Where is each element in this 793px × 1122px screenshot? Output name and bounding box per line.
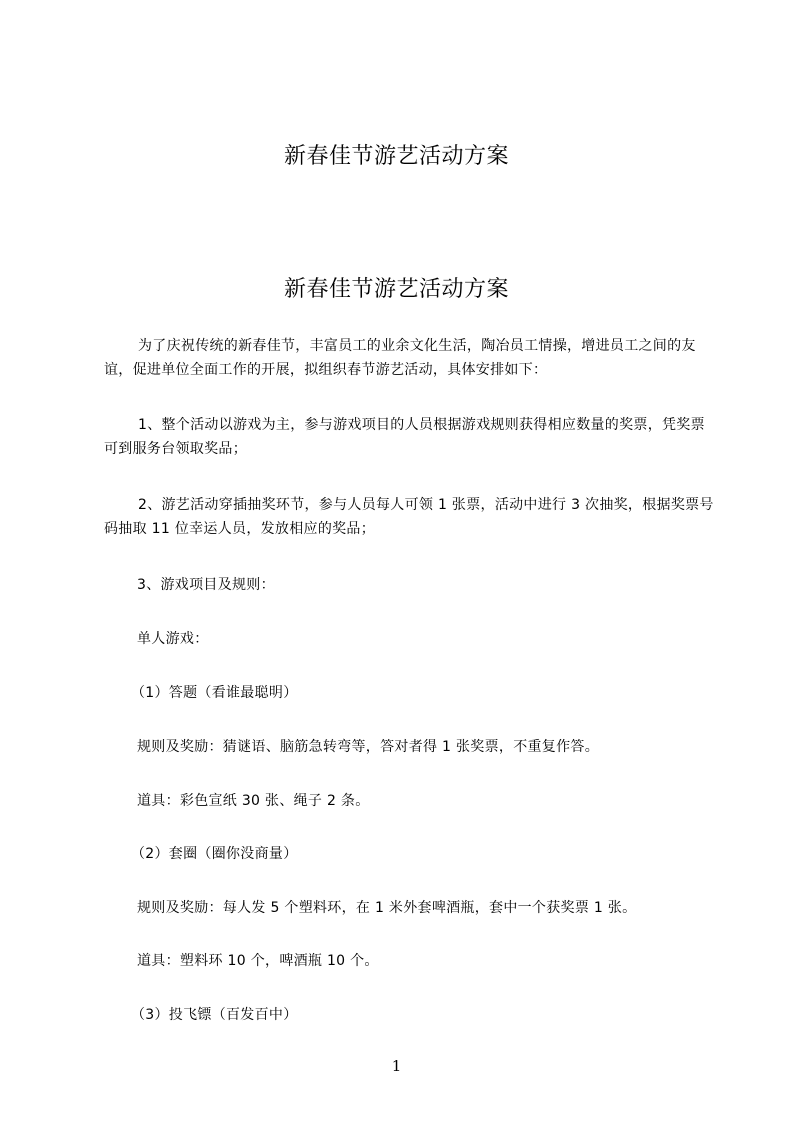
game-2-props: 道具：塑料环 10 个，啤酒瓶 10 个。 xyxy=(137,953,379,969)
item-3-heading: 3、游戏项目及规则： xyxy=(137,577,275,593)
intro-paragraph: 为了庆祝传统的新春佳节，丰富员工的业余文化生活，陶冶员工情操，增进员工之间的友谊，促进单位全面工作的开展，拟组织春节游艺活动，具体安排如下： xyxy=(104,338,696,378)
game-1-title: （1）答题（看谁最聪明） xyxy=(131,685,298,701)
page-number: 1 xyxy=(391,1057,402,1075)
item-2-paragraph: 2、游艺活动穿插抽奖环节，参与人员每人可领 1 张票，活动中进行 3 次抽奖，根据奖票号码抽取 11 位幸运人员，发放相应的奖品； xyxy=(104,497,714,537)
game-2-rules: 规则及奖励：每人发 5 个塑料环，在 1 米外套啤酒瓶，套中一个获奖票 1 张。 xyxy=(137,900,637,916)
game-1-props: 道具：彩色宣纸 30 张、绳子 2 条。 xyxy=(137,793,370,809)
game-3-title: （3）投飞镖（百发百中） xyxy=(131,1007,298,1023)
game-1-rules: 规则及奖励：猜谜语、脑筋急转弯等，答对者得 1 张奖票，不重复作答。 xyxy=(137,739,600,755)
header-title: 新春佳节游艺活动方案 xyxy=(283,144,509,169)
single-games-heading: 单人游戏： xyxy=(137,631,209,647)
game-2-title: （2）套圈（圈你没商量） xyxy=(131,846,298,862)
item-1-paragraph: 1、整个活动以游戏为主，参与游戏项目的人员根据游戏规则获得相应数量的奖票，凭奖票可到服务台领取奖品； xyxy=(104,417,705,457)
document-title: 新春佳节游艺活动方案 xyxy=(283,277,509,302)
